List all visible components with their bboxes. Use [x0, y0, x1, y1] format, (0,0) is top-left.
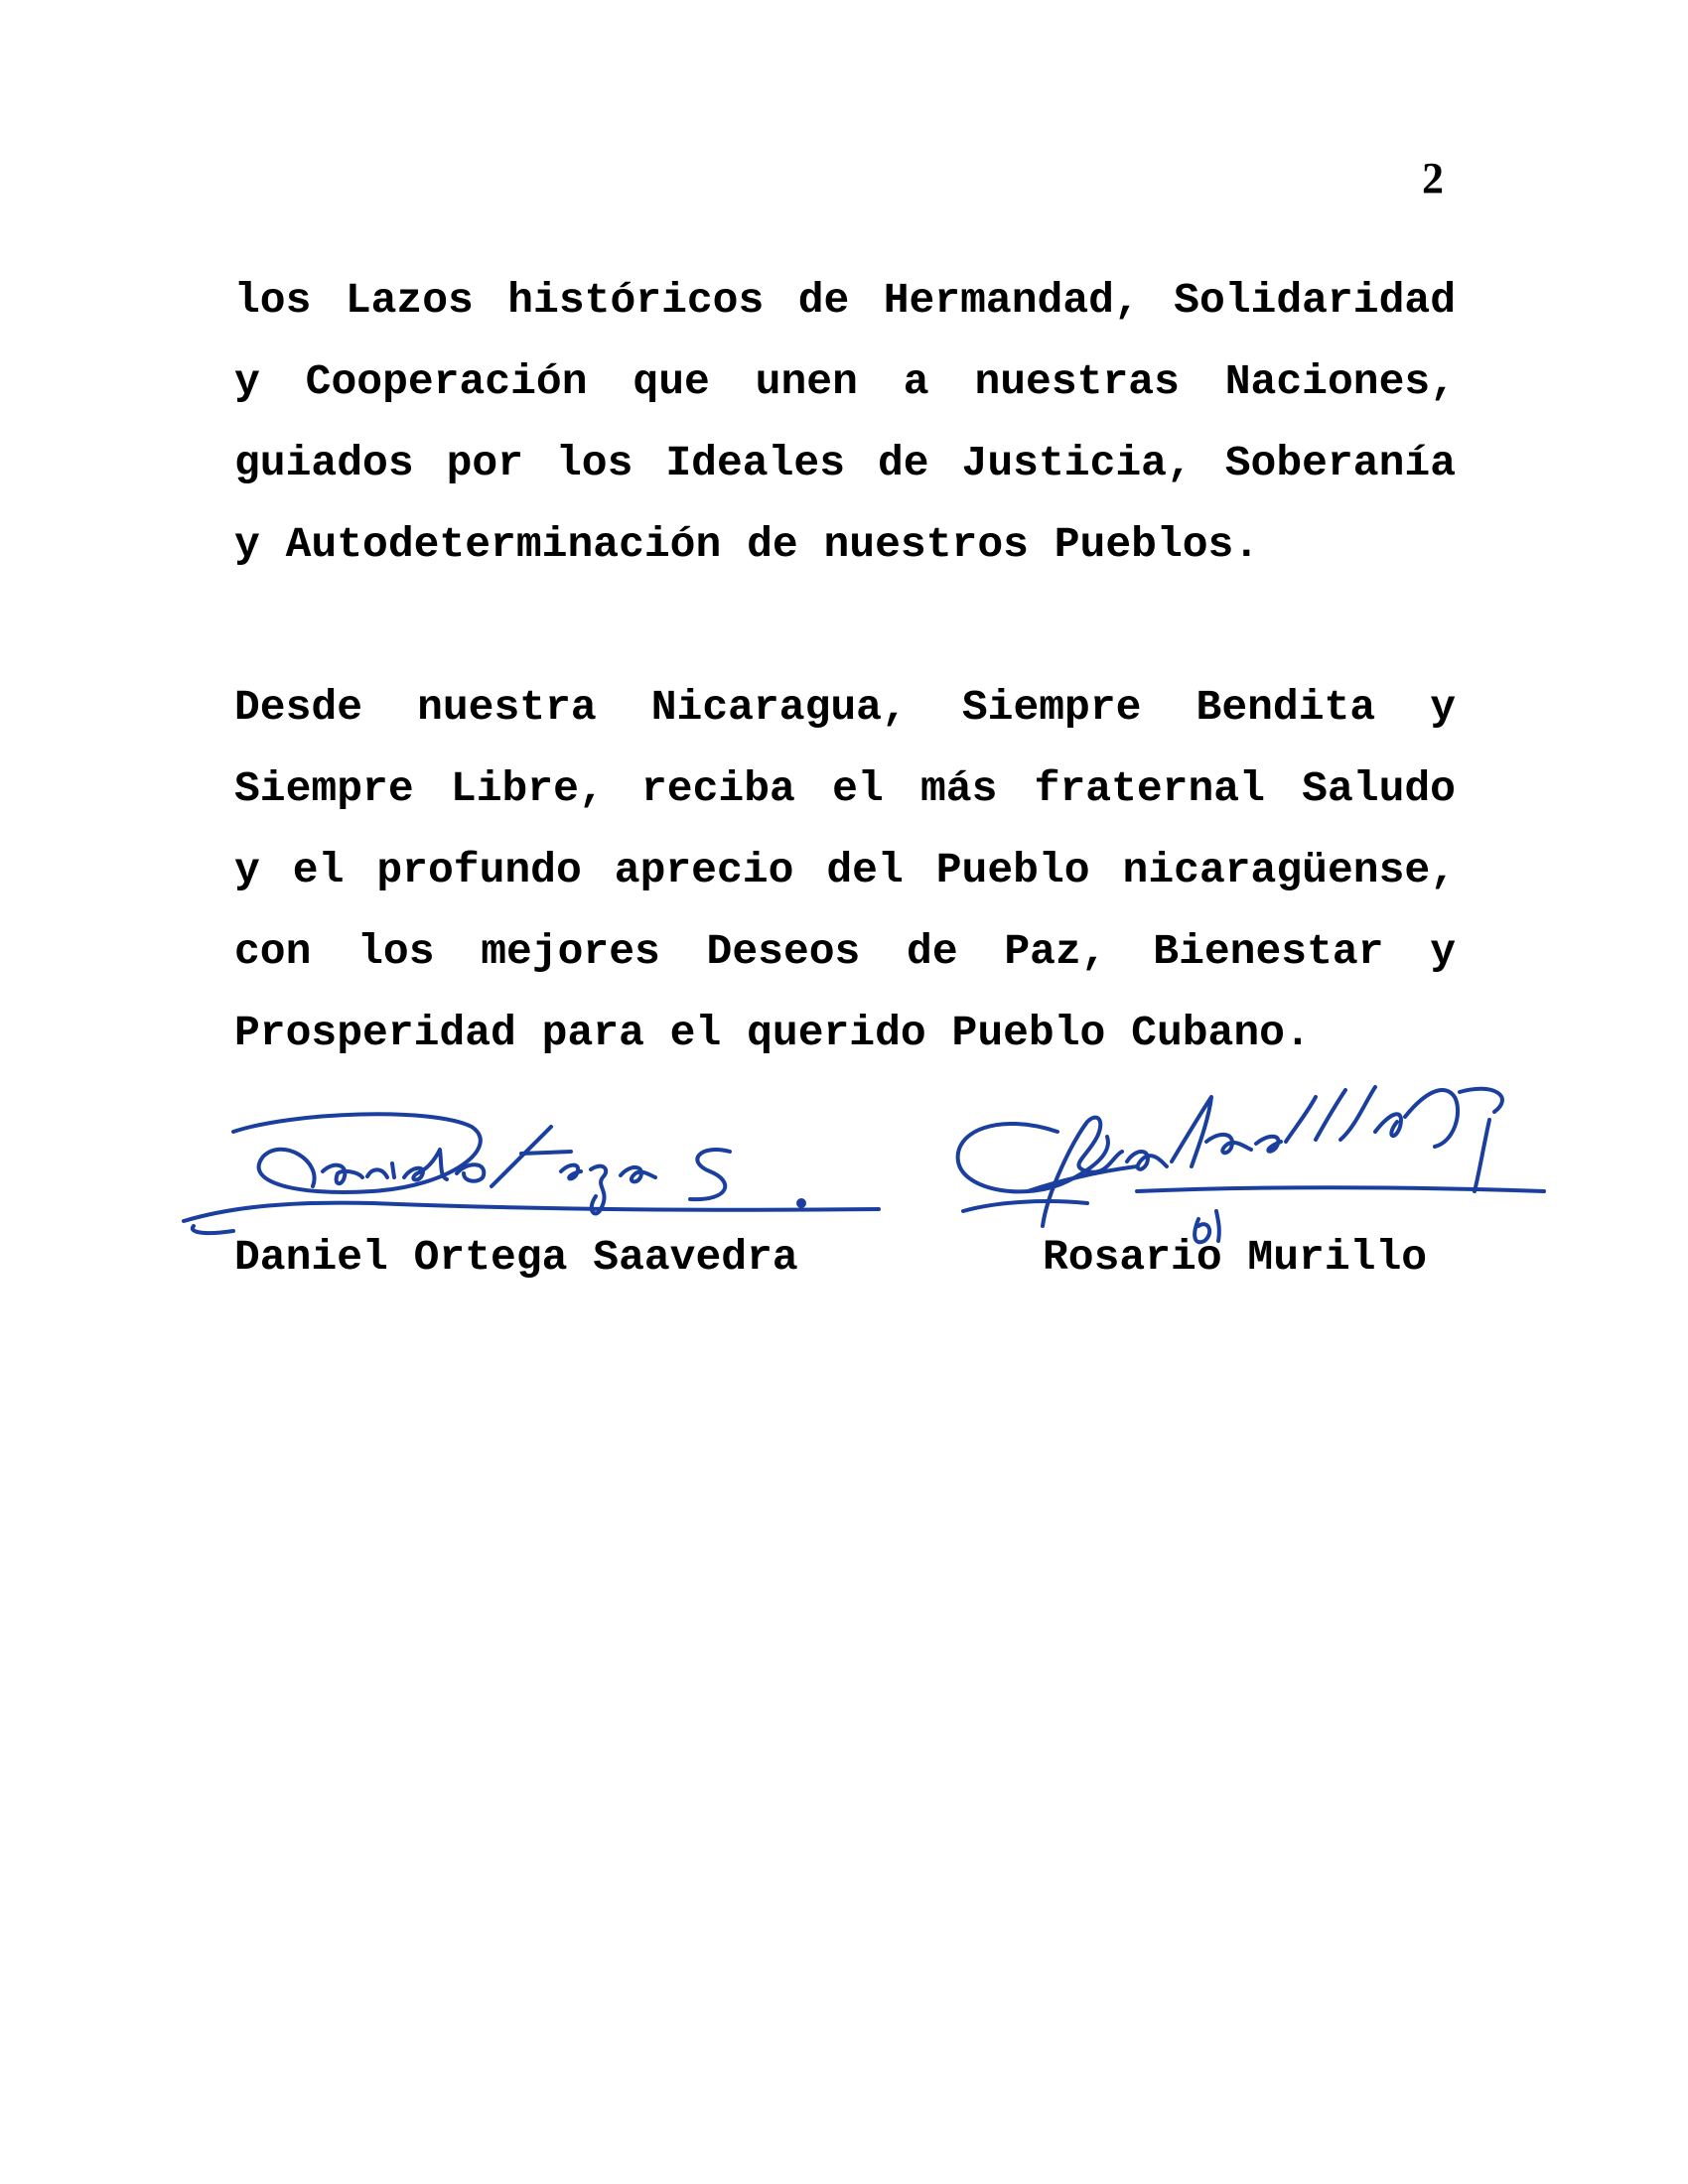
paragraph-2-line-5: Prosperidad para el querido Pueblo Cubano.	[234, 1009, 1311, 1057]
paragraph-1-line-2: y Cooperación que unen a nuestras Naciones,	[234, 357, 1456, 406]
paragraph-2	[234, 667, 1456, 1074]
paragraph-2-line-2: Siempre Libre, reciba el más fraternal Saludo	[234, 764, 1456, 813]
signer-name-left: Daniel Ortega Saavedra	[234, 1233, 798, 1282]
signature-right	[938, 1042, 1554, 1261]
paragraph-1-line-4: y Autodeterminación de nuestros Pueblos.	[234, 520, 1260, 569]
signer-name-right: Rosario Murillo	[1043, 1233, 1428, 1282]
paragraph-2-line-4: con los mejores Deseos de Paz, Bienestar y	[234, 927, 1456, 976]
paragraph-1	[234, 260, 1456, 586]
page-number: 2	[1422, 154, 1444, 203]
paragraph-1-line-3: guiados por los Ideales de Justicia, Soberanía	[234, 439, 1456, 487]
paragraph-1-line-1: los Lazos históricos de Hermandad, Solidaridad	[234, 276, 1456, 325]
paragraph-2-line-1: Desde nuestra Nicaragua, Siempre Bendita y	[234, 683, 1456, 732]
paragraph-2-line-3: y el profundo aprecio del Pueblo nicaragüense,	[234, 846, 1456, 894]
